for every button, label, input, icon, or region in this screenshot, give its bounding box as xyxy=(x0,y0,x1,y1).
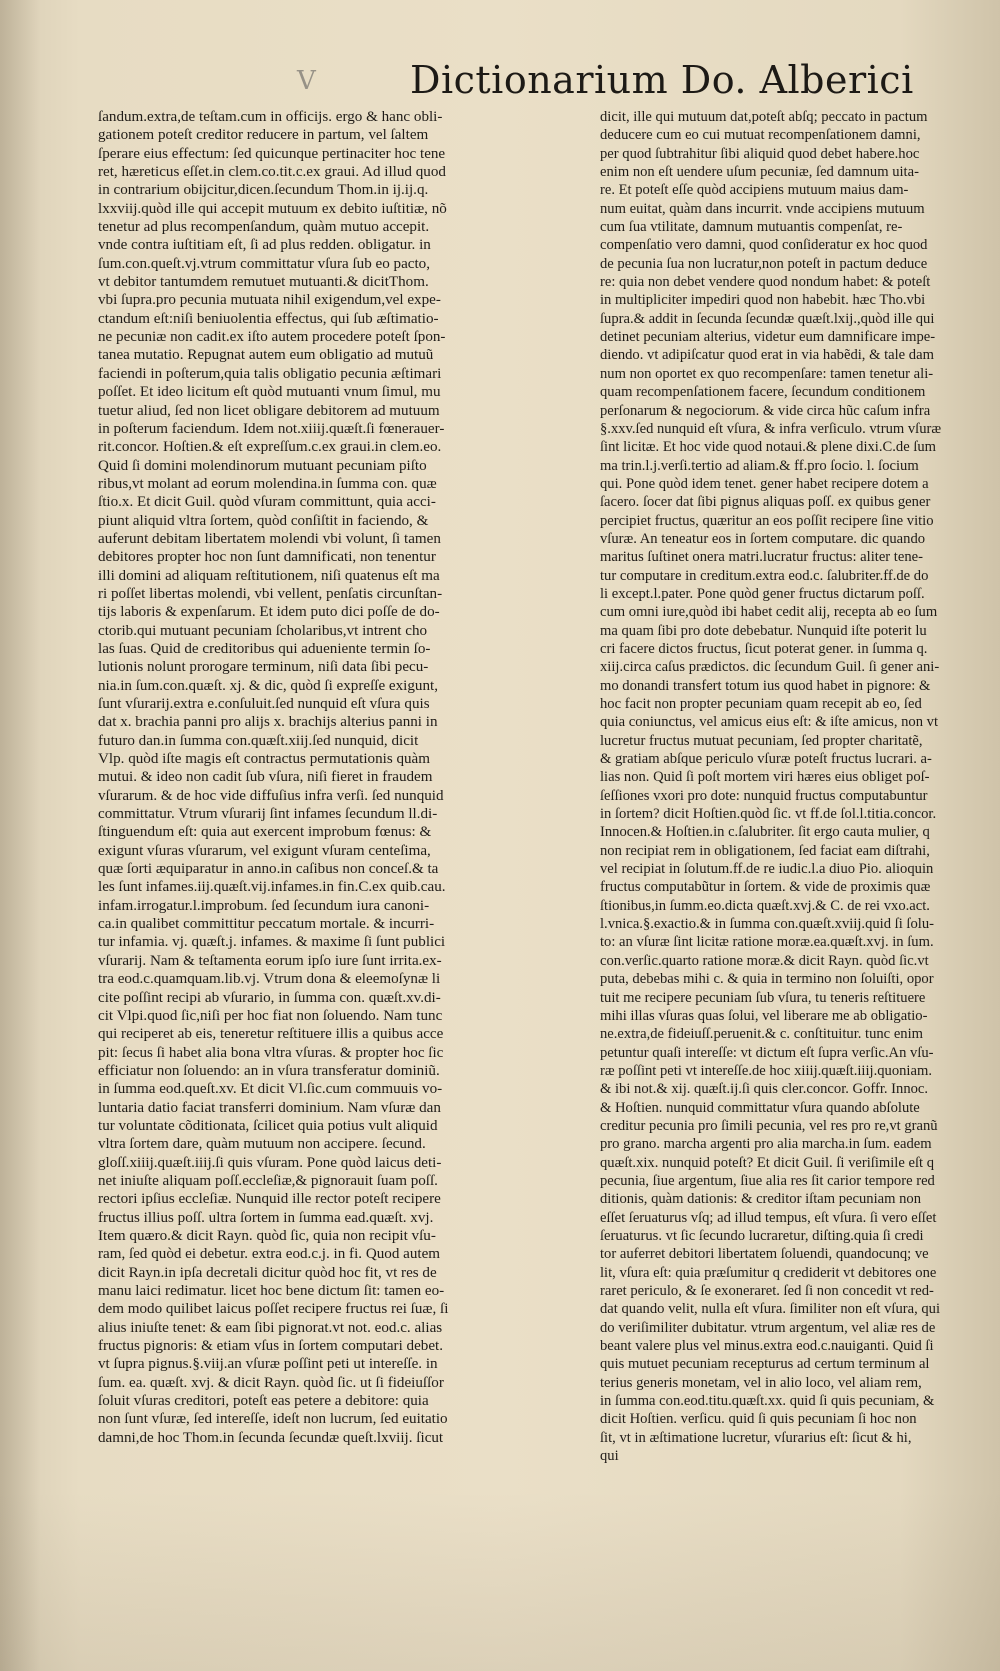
text-column-right: dicit, ille qui mutuum dat,poteſt abſq; peccato in pactum deducere cum eo cui mutuat recompenſationem damni, per quod ſubtrahitur ſibi aliquid quod debet habere.hoc enim non eſt uendere uſum pecuniæ, ſed damnum uita- re. Et poteſt eſſe quòd accipiens mutuum maius dam- num euitat, quàm dans incurrit. vnde accipiens mutuum cum ſua vtilitate, damnum mutuantis compenſat, re- compenſatio vero damni, quod conſideratur ex hoc quod de pecunia ſua non lucratur,non poteſt in pactum deduce re: quia non debet vendere quod nondum habet: & poteſt in multipliciter impediri quod non habebit. hæc Tho.vbi ſupra.& addit in ſecunda ſecundæ quæſt.lxij.,quòd ille qui detinet pecuniam alterius, videtur eum damnificare impe- diendo. vt adipiſcatur quod erat in via habẽdi, & tale dam num non oportet ex quo recompenſare: tamen tenetur ali- quam recompenſationem facere, ſecundum conditionem perſonarum & negociorum. & vide circa hũc caſum infra §.xxv.ſed nunquid eſt vſura, & infra verſiculo. vtrum vſuræ ſint licitæ. Et hoc vide quod notaui.& plene dixi.C.de ſum ma trin.l.j.verſi.tertio ad aliam.& ff.pro ſocio. l. ſocium qui. Pone quòd idem tenet. gener habet recipere dotem a ſacero. ſocer dat ſibi pignus aliquas poſſ. ex quibus gener percipiet fructus, quæritur an eos poſſit recipere ſine vitio vſuræ. An teneatur eos in ſortem computare. dic quando maritus ſuſtinet onera matri.lucratur fructus: aliter tene- tur computare in creditum.extra eod.c. ſalubriter.ff.de do li except.l.pater. Pone quòd gener fructus dictarum poſſ. cum omni iure,quòd ibi habet cedit alij, recepta ab eo ſum ma quam ſibi pro dote debebatur. Nunquid iſte poterit lu cri facere dictos fructus, ſicut poterat gener. in ſumma q. xiij.circa caſus prædictos. dic ſecundum Guil. ſi gener ani- mo donandi transfert totum ius quod habet in pignore: & hoc facit non propter pecuniam quam recepit ab eo, ſed quia coniunctus, vel amicus eius eſt: & iſte amicus, non vt lucretur fructus mutuat pecuniam, ſed propter charitatẽ, & gratiam abſque periculo vſuræ poteſt fructus lucrari. a- lias non. Quid ſi poſt mortem viri hæres eius obliget poſ- ſeſſiones vxori pro dote: nunquid fructus computabuntur in ſortem? dicit Hoſtien.quòd ſic. vt ff.de ſol.l.titia.concor. Innocen.& Hoſtien.in c.ſalubriter. ſit ergo cauta mulier, q non recipiat rem in obligationem, ſed faciat eam diſtrahi, vel recipiat in ſolutum.ff.de re iudic.l.a diuo Pio. alioquin fructus computabũtur in ſortem. & vide de proximis quæ ſtionibus,in ſumm.eo.dicta quæſt.xvj.& C. de rei vxo.act. l.vnica.§.exactio.& in ſumma con.quæſt.xviij.quid ſi ſolu- to: an vſuræ ſint licitæ ratione moræ.ea.quæſt.xvj. in ſum. con.verſic.quarto ratione moræ.& dicit Rayn. quòd ſic.vt puta, debebas mihi c. & quia in termino non ſoluiſti, opor tuit me recipere pecuniam ſub vſura, tu teneris reſtituere mihi illas vſuras quas ſolui, vel liberare me ab obligatio- ne.extra,de fideiuſſ.peruenit.& c. conſtituitur. tunc enim petuntur quaſi intereſſe: vt dictum eſt ſupra verſic.An vſu- ræ poſſint peti vt intereſſe.de hoc xiiij.quæſt.iiij.quoniam. & ibi not.& xij. quæſt.ij.ſi quis cler.concor. Goffr. Innoc. & Hoſtien. nunquid committatur vſura quando abſolute creditur pecunia pro ſimili pecunia, vel res pro re,vt granũ pro grano. marcha argenti pro alia marcha.in ſum. eadem quæſt.xix. nunquid poteſt? Et dicit Guil. ſi veriſimile eſt q pecunia, ſiue argentum, ſiue alia res ſit carior tempore red ditionis, quàm dationis: & creditor iſtam pecuniam non eſſet ſeruaturus vſq; ad illud tempus, eſt vſura. ſi vero eſſet ſeruaturus. vt ſic ſecundo lucraretur, diſting.quia ſi credi tor auferret debitori libertatem ſoluendi, quandocunq; ve lit, vſura eſt: quia præſumitur q crediderit vt debitores one raret periculo, & ſe exoneraret. ſed ſi non concedit vt red- dat quando velit, nulla eſt vſura. ſimiliter non eſt vſura, qui do veriſimiliter dubitatur. vtrum argentum, vel aliæ res de beant valere plus vel minus.extra eod.c.nauiganti. Quid ſi quis mutuet pecuniam recepturus ad certum terminum al terius generis monetam, vel in alio loco, vel aliam rem, in ſumma con.eod.titu.quæſt.xx. quid ſi quis pecuniam, & dicit Hoſtien. verſicu. quid ſi quis pecuniam ſi hoc non ſit, vt in æſtimatione lucretur, vſurarius eſt: ſicut & hi, qui xyxy=(600,109,942,1465)
page-title: Dictionarium Do. Alberici xyxy=(410,58,914,102)
page-bottom-margin xyxy=(0,1491,1000,1671)
running-letter: V xyxy=(297,66,316,96)
text-column-left: ſandum.extra,de teſtam.cum in officijs. ergo & hanc obli- gationem poteſt creditor reducere in partum, vel ſaltem ſperare eius effectum: ſed quicunque pertinaciter hoc tene ret, hæreticus eſſet.in clem.co.tit.c.ex graui. Ad illud quod in contrarium obijcitur,dicen.ſecundum Thom.in ij.ij.q. lxxviij.quòd ille qui accepit mutuum ex debito iuſtitiæ, nõ tenetur ad plus recompenſandum, quàm mutuo accepit. vnde contra iuſtitiam eſt, ſi ad plus redden. obligatur. in ſum.con.queſt.vj.vtrum committatur vſura ſub eo pacto, vt debitor tantumdem remutuet mutuanti.& dicitThom. vbi ſupra.pro pecunia mutuata nihil exigendum,vel expe- ctandum eſt:niſi beniuolentia effectus, qui ſub æſtimatio- ne pecuniæ non cadit.ex iſto autem procedere poteſt ſpon- tanea mutatio. Repugnat autem eum obligatio ad mutuũ faciendi in poſterum,quia talis obligatio pecunia æſtimari poſſet. Et ideo licitum eſt quòd mutuanti vnum ſimul, mu tuetur aliud, ſed non licet obligare debitorem ad mutuum in poſterum faciendum. Idem not.xiiij.quæſt.ſi fœnerauer- rit.concor. Hoſtien.& eſt expreſſum.c.ex graui.in clem.eo. Quid ſi domini molendinorum mutuant pecuniam piſto ribus,vt molant ad eorum molendina.in ſumma con. quæ ſtio.x. Et dicit Guil. quòd vſuram committunt, quia acci- piunt aliquid vltra ſortem, quòd conſiſtit in faciendo, & auferunt debitam libertatem molendi vbi volunt, ſi tamen debitores propter hoc non ſunt damnificati, non tenentur illi domini ad aliquam reſtitutionem, niſi quatenus eſt ma ri poſſet libertas molendi, vbi vellent, penſatis circunſtan- tijs laboris & expenſarum. Et idem puto dici poſſe de do- ctorib.qui mutuant pecuniam ſcholaribus,vt intrent cho las ſuas. Quid de creditoribus qui adueniente termin ſo- lutionis nolunt prorogare terminum, niſi data ſibi pecu- nia.in ſum.con.quæſt. xj. & dic, quòd ſi expreſſe exigunt, ſunt vſurarij.extra e.conſuluit.ſed nunquid eſt vſura quis dat x. brachia panni pro alijs x. brachijs alterius panni in futuro dan.in ſumma con.quæſt.xiij.ſed nunquid, dicit Vlp. quòd iſte magis eſt contractus permutationis quàm mutui. & ideo non cadit ſub vſura, niſi fieret in fraudem vſurarum. & de hoc vide diffuſius infra verſi. ſed nunquid committatur. Vtrum vſurarij ſint infames ſecundum ll.di- ſtinguendum eſt: quia aut exercent improbum fœnus: & exigunt vſuras vſurarum, vel exigunt vſuram centeſima, quæ ſorti æquiparatur in anno.in caſibus non conceſ.& ta les ſunt infames.iij.quæſt.vij.infames.in fin.C.ex quib.cau. infam.irrogatur.l.improbum. ſed ſecundum iura canoni- ca.in qualibet committitur peccatum mortale. & incurri- tur infamia. vj. quæſt.j. infames. & maxime ſi ſunt publici vſurarij. Nam & teſtamenta eorum ipſo iure ſunt irrita.ex- tra eod.c.quamquam.lib.vj. Vtrum dona & eleemoſynæ li cite poſſint recipi ab vſurario, in ſumma con. quæſt.xv.di- cit Vlpi.quod ſic,niſi per hoc fiat non ſoluendo. Nam tunc qui reciperet ab eis, teneretur reſtituere illis a quibus acce pit: ſecus ſi habet alia bona vltra vſuras. & propter hoc ſic efficiatur non ſoluendo: an in vſura transferatur dominiũ. in ſumma eod.queſt.xv. Et dicit Vl.ſic.cum commuuis vo- luntaria datio faciat transferri dominium. Nam vſuræ dan tur voluntate cõditionata, ſcilicet quia potius vult aliquid vltra ſortem dare, quàm mutuum non accipere. ſecund. gloſſ.xiiij.quæſt.iiij.ſi quis vſuram. Pone quòd laicus deti- net iniuſte aliquam poſſ.eccleſiæ,& pignorauit ſuam poſſ. rectori ipſius eccleſiæ. Nunquid ille rector poteſt recipere fructus illius poſſ. ultra ſortem in ſumma ead.quæſt. xvj. Item quæro.& dicit Rayn. quòd ſic, quia non recipit vſu- ram, ſed quòd ei debetur. extra eod.c.j. in fi. Quod autem dicit Rayn.in ipſa decretali dicitur quòd hoc fit, vt res de manu laici redimatur. licet hoc bene dictum ſit: tamen eo- dem modo quilibet laicus poſſet recipere fructus rei ſuæ, ſi alius iniuſte tenet: & eam ſibi pignorat.vt not. eod.c. alias fructus pignoris: & etiam vſus in ſortem computari debet. vt ſupra pignus.§.viij.an vſuræ poſſint peti ut intereſſe. in ſum. ea. quæſt. xvj. & dicit Rayn. quòd ſic. ut ſi fideiuſſor ſoluit vſuras creditori, poteſt eas petere a debitore: quia non ſunt vſuræ, ſed intereſſe, ideſt non lucrum, ſed euitatio damni,de hoc Thom.in ſecunda ſecundæ queſt.lxviij. ſicut xyxy=(98,109,449,1446)
page-gutter-shadow xyxy=(0,0,40,1671)
page-header xyxy=(0,58,1000,108)
